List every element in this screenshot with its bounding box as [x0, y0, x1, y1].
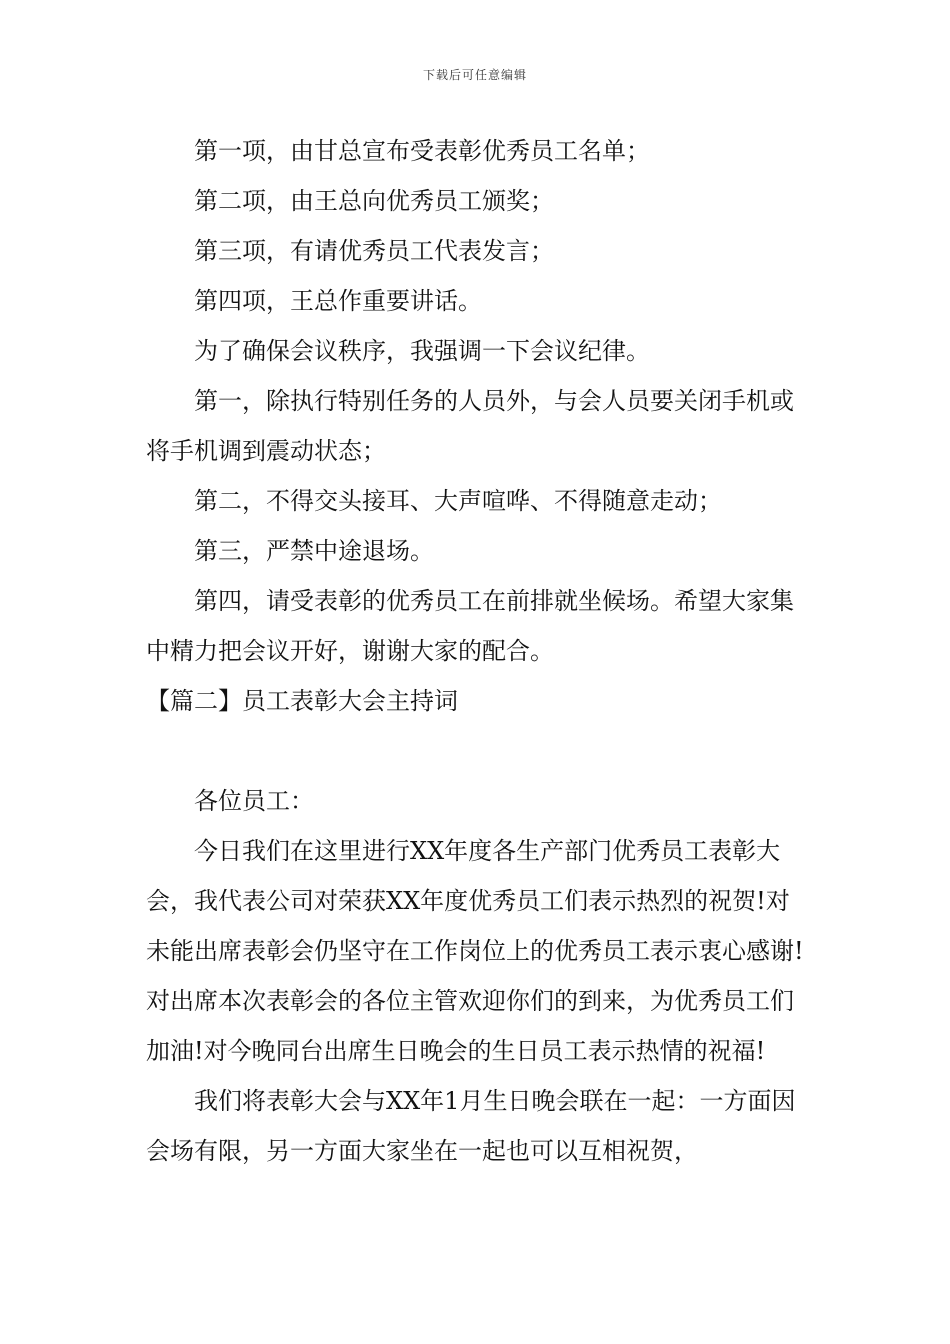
discipline-rule-4: 第四，请受表彰的优秀员工在前排就坐候场。希望大家集中精力把会议开好，谢谢大家的配合。 [146, 587, 794, 665]
greeting: 各位员工： [194, 787, 314, 815]
discipline-intro: 为了确保会议秩序，我强调一下会议纪律。 [194, 337, 650, 365]
discipline-rule-1: 第一，除执行特别任务的人员外，与会人员要关闭手机或将手机调到震动状态； [146, 387, 794, 465]
discipline-rule-3: 第三，严禁中途退场。 [194, 537, 434, 565]
section-title: 【篇二】员工表彰大会主持词 [146, 687, 458, 715]
agenda-item-3: 第三项，有请优秀员工代表发言； [194, 237, 554, 265]
blank-line [146, 726, 810, 776]
agenda-item-4: 第四项，王总作重要讲话。 [194, 287, 482, 315]
agenda-item-2: 第二项，由王总向优秀员工颁奖； [194, 187, 554, 215]
speech-paragraph-2: 我们将表彰大会与XX年1月生日晚会联在一起：一方面因会场有限，另一方面大家坐在一起也可以互相祝贺， [146, 1087, 796, 1165]
document-body [146, 126, 810, 1176]
discipline-rule-2: 第二，不得交头接耳、大声喧哗、不得随意走动； [194, 487, 722, 515]
speech-paragraph-1: 今日我们在这里进行XX年度各生产部门优秀员工表彰大会，我代表公司对荣获XX年度优秀员工们表示热烈的祝贺!对未能出席表彰会仍坚守在工作岗位上的优秀员工表示衷心感谢!对出席本次表彰会的各位主管欢迎你们的到来，为优秀员工们加油!对今晚同台出席生日晚会的生日员工表示热情的祝福! [146, 837, 804, 1065]
page-header-note: 下载后可任意编辑 [422, 68, 527, 82]
agenda-item-1: 第一项，由甘总宣布受表彰优秀员工名单； [194, 137, 650, 165]
